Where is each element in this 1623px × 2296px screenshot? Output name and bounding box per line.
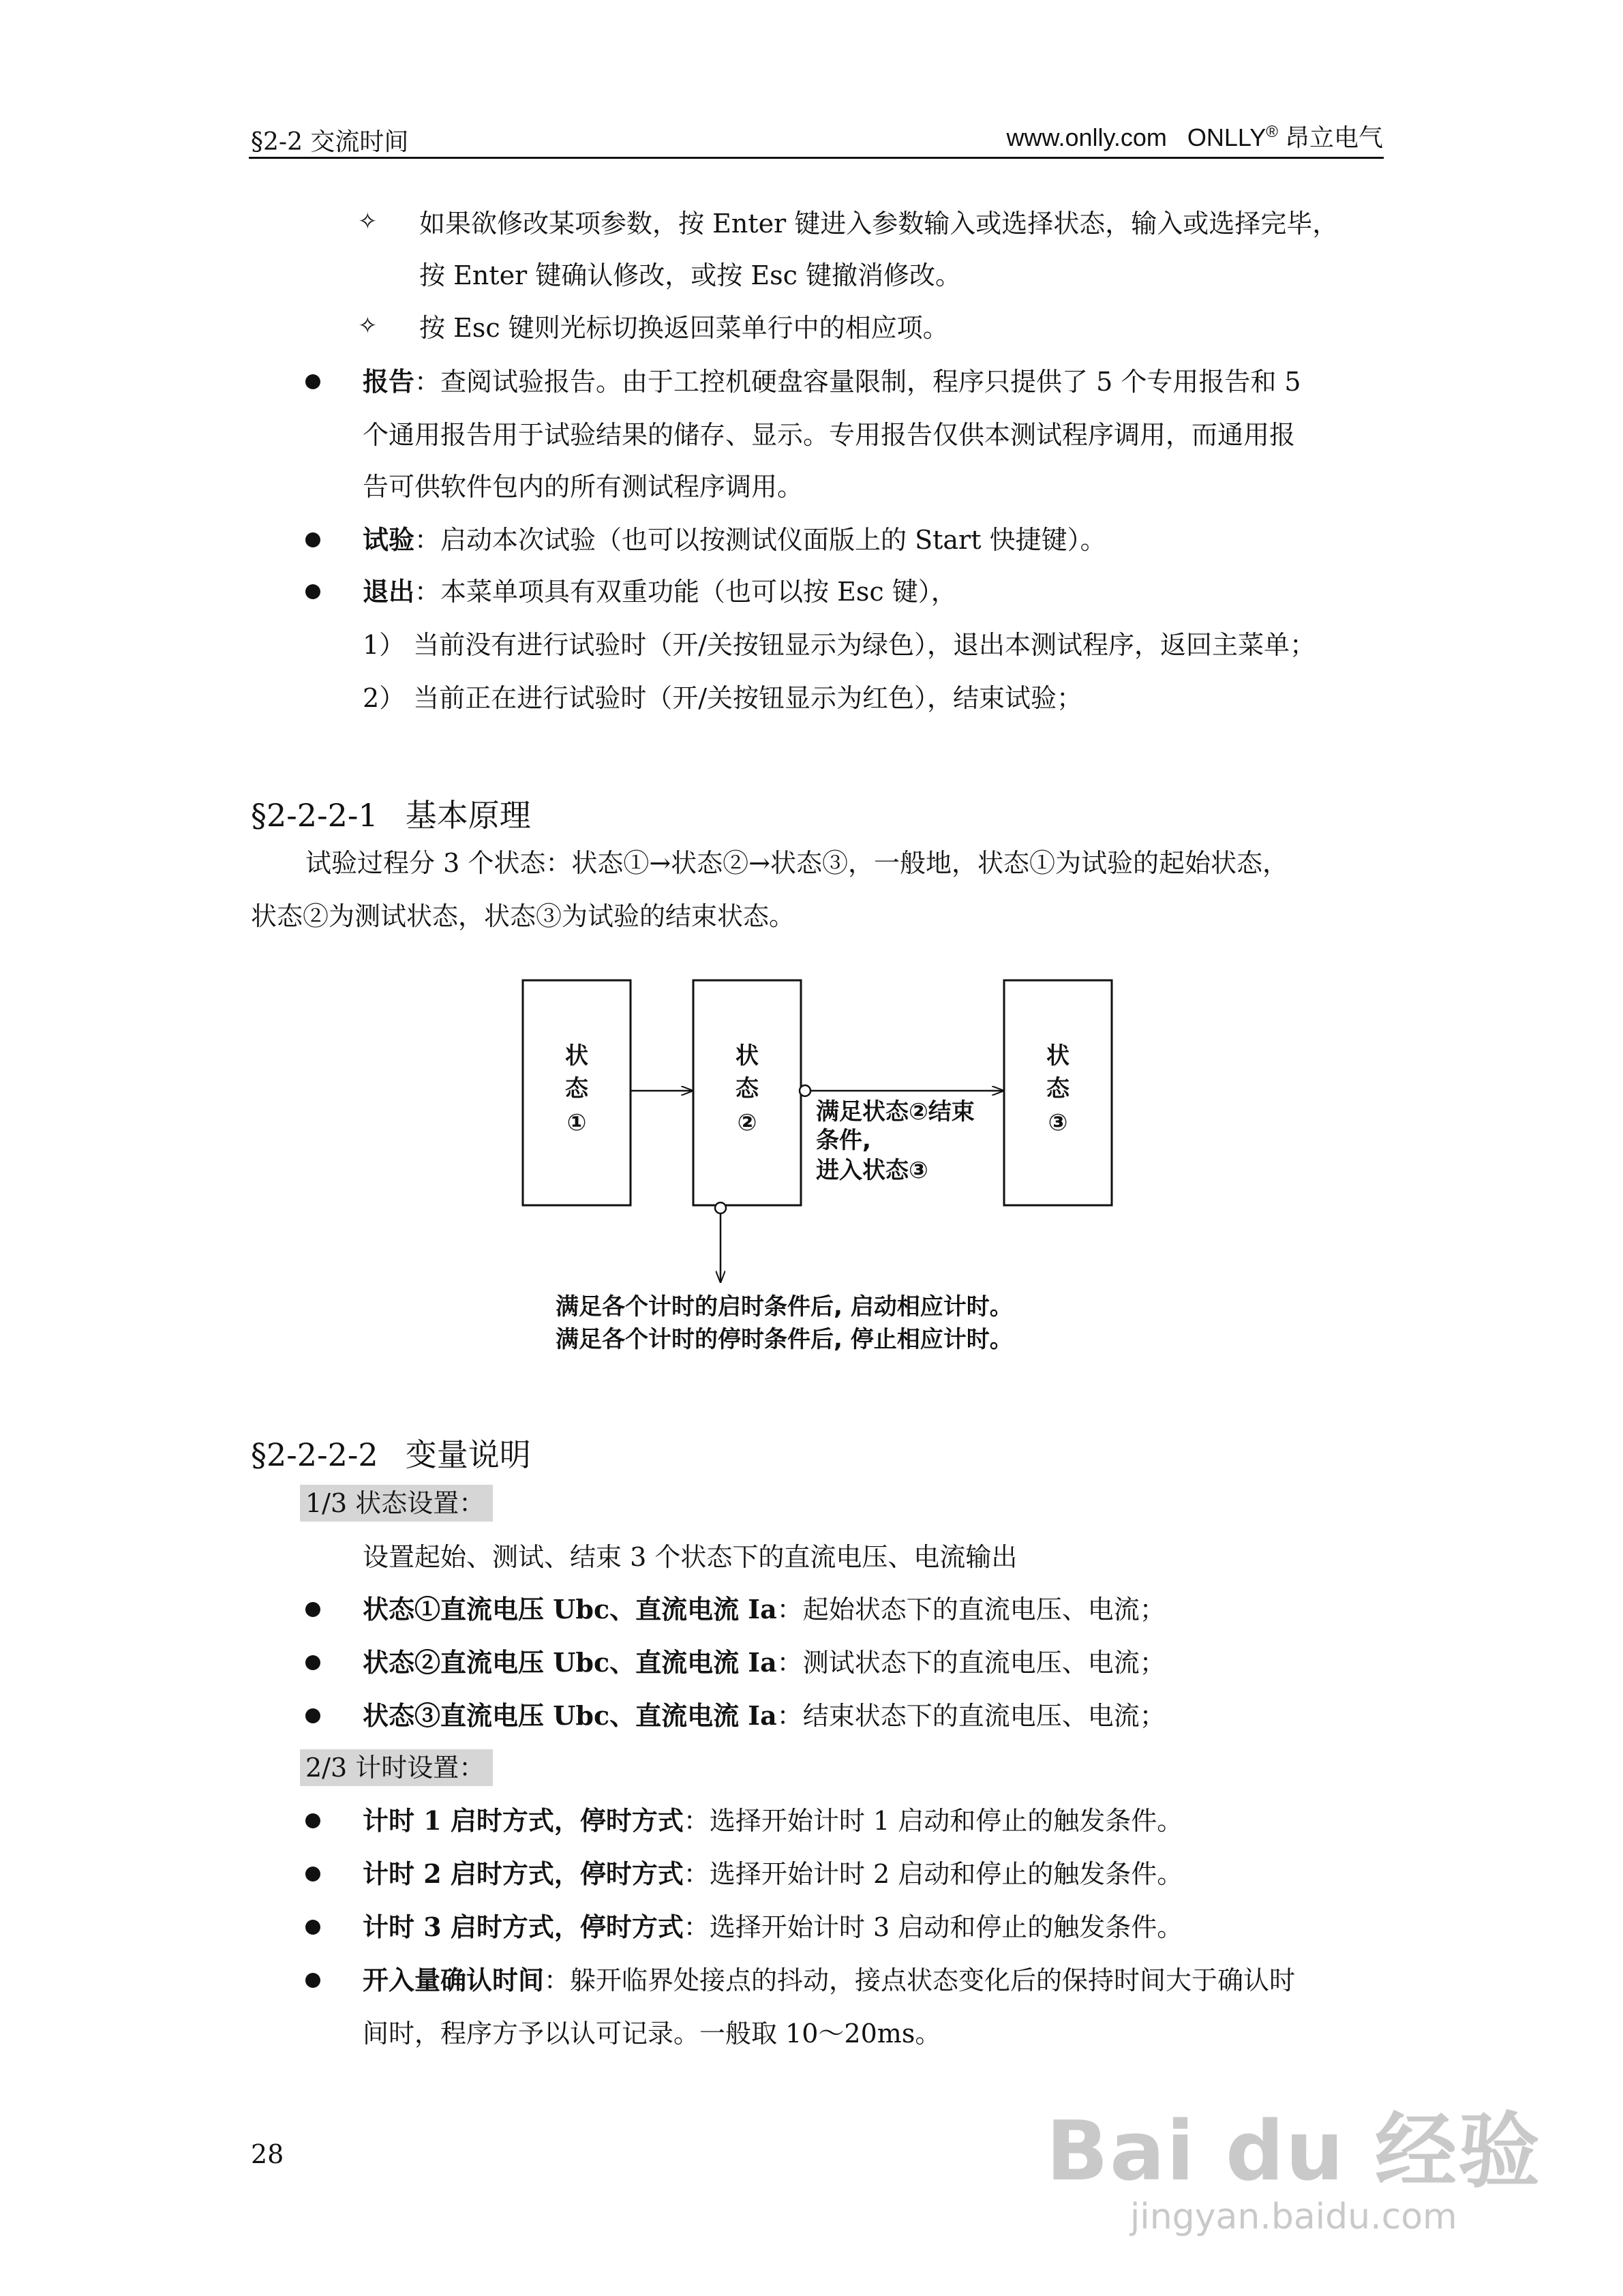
diamond-item-1-line1: 如果欲修改某项参数，按 Enter 键进入参数输入或选择状态，输入或选择完毕， xyxy=(419,209,1339,239)
state-diagram xyxy=(501,961,1149,1370)
section1-paragraph-line2: 状态②为测试状态，状态③为试验的结束状态。 xyxy=(251,901,795,931)
header-brand-cn: 昂立电气 xyxy=(1284,124,1383,152)
report-label: 报告 xyxy=(363,366,415,397)
timer-start-note: 满足各个计时的启时条件后, 启动相应计时。 xyxy=(556,1293,1013,1320)
watermark-url: jingyan.baidu.com xyxy=(1129,2196,1457,2237)
bullet-dot-icon xyxy=(305,1920,320,1935)
bullet-dot-icon xyxy=(305,374,320,389)
exit-item: 退出：本菜单项具有双重功能（也可以按 Esc 键）， xyxy=(363,576,957,607)
state-3-label: ③ xyxy=(1048,1109,1068,1136)
bullet-dot-icon xyxy=(305,1867,320,1882)
section-heading-2 xyxy=(251,1430,531,1475)
state2-item: 状态②直流电压 Ubc、直流电流 Ia：测试状态下的直流电压、电流； xyxy=(363,1647,1166,1678)
section-title: 变量说明 xyxy=(405,1436,531,1473)
state-settings-desc: 设置起始、测试、结束 3 个状态下的直流电压、电流输出 xyxy=(363,1542,1018,1572)
exit-subitem-1: 1） 当前没有进行试验时（开/关按钮显示为绿色），退出本测试程序，返回主菜单； xyxy=(363,630,1316,660)
confirm-time-item-line2: 间时，程序方予以认可记录。一般取 10～20ms。 xyxy=(363,2019,941,2049)
bullet-dot-icon xyxy=(305,532,320,547)
section-heading-1 xyxy=(251,791,531,836)
exit-subitem-2: 2） 当前正在进行试验时（开/关按钮显示为红色），结束试验； xyxy=(363,683,1083,713)
state1-item: 状态①直流电压 Ubc、直流电流 Ia：起始状态下的直流电压、电流； xyxy=(363,1594,1166,1625)
diamond-bullet-icon: ✧ xyxy=(358,208,378,235)
header-brand: ONLLY xyxy=(1187,123,1266,151)
report-item-line2: 个通用报告用于试验结果的储存、显示。专用报告仅供本测试程序调用，而通用报 xyxy=(363,420,1296,450)
diamond-bullet-icon: ✧ xyxy=(358,312,378,339)
header-rule xyxy=(249,157,1384,159)
state-2-label: 态 xyxy=(735,1075,759,1102)
section-number: §2-2-2-1 xyxy=(251,797,378,834)
test-item: 试验：启动本次试验（也可以按测试仪面版上的 Start 快捷键）。 xyxy=(363,524,1106,555)
section-title: 基本原理 xyxy=(405,797,531,834)
bullet-dot-icon xyxy=(305,1708,320,1723)
bullet-dot-icon xyxy=(305,1973,320,1988)
report-item-line1: 报告：查阅试验报告。由于工控机硬盘容量限制，程序只提供了 5 个专用报告和 5 xyxy=(363,366,1301,397)
report-item-line3: 告可供软件包内的所有测试程序调用。 xyxy=(363,472,804,502)
junction-right xyxy=(800,1085,810,1096)
running-header-section: §2-2 交流时间 xyxy=(251,128,409,156)
diamond-item-1-line2: 按 Enter 键确认修改，或按 Esc 键撤消修改。 xyxy=(419,260,961,290)
section1-paragraph-line1: 试验过程分 3 个状态：状态①→状态②→状态③，一般地，状态①为试验的起始状态， xyxy=(305,848,1289,878)
timer-stop-note: 满足各个计时的停时条件后, 停止相应计时。 xyxy=(556,1326,1013,1353)
diamond-item-2: 按 Esc 键则光标切换返回菜单行中的相应项。 xyxy=(419,313,949,343)
timer2-item: 计时 2 启时方式，停时方式：选择开始计时 2 启动和停止的触发条件。 xyxy=(363,1858,1183,1889)
page-number: 28 xyxy=(251,2139,284,2169)
bullet-dot-icon xyxy=(305,1813,320,1828)
running-header-brand xyxy=(1007,119,1384,153)
state-2-label: ② xyxy=(737,1109,757,1136)
arrow-label: 条件, xyxy=(816,1127,871,1154)
state-3-label: 状 xyxy=(1046,1042,1070,1070)
bullet-dot-icon xyxy=(305,584,320,599)
state-1-label: ① xyxy=(566,1109,587,1136)
timer3-item: 计时 3 启时方式，停时方式：选择开始计时 3 启动和停止的触发条件。 xyxy=(363,1912,1183,1942)
subsection-tag-timer-settings: 2/3 计时设置： xyxy=(300,1749,493,1786)
watermark-logo: Bai du 经验 xyxy=(1046,2104,1541,2199)
confirm-time-item-line1: 开入量确认时间：躲开临界处接点的抖动，接点状态变化后的保持时间大于确认时 xyxy=(363,1965,1296,1995)
state-1-label: 态 xyxy=(565,1075,588,1102)
bullet-dot-icon xyxy=(305,1655,320,1670)
arrow-label: 满足状态②结束 xyxy=(816,1098,975,1126)
test-label: 试验 xyxy=(363,524,415,555)
bullet-dot-icon xyxy=(305,1602,320,1617)
state3-item: 状态③直流电压 Ubc、直流电流 Ia：结束状态下的直流电压、电流； xyxy=(363,1700,1166,1731)
subsection-tag-state-settings: 1/3 状态设置： xyxy=(300,1485,493,1522)
section-number: §2-2-2-2 xyxy=(251,1436,378,1473)
registered-mark: ® xyxy=(1266,123,1278,141)
timer1-item: 计时 1 启时方式，停时方式：选择开始计时 1 启动和停止的触发条件。 xyxy=(363,1805,1183,1836)
state-3-label: 态 xyxy=(1046,1075,1070,1102)
baidu-watermark xyxy=(1046,2086,1541,2237)
state-2-label: 状 xyxy=(735,1042,759,1070)
arrow-label: 进入状态③ xyxy=(816,1157,928,1184)
header-url[interactable]: www.onlly.com xyxy=(1006,123,1167,151)
junction-bottom xyxy=(715,1203,726,1213)
exit-label: 退出 xyxy=(363,576,415,607)
state-1-label: 状 xyxy=(565,1042,588,1070)
